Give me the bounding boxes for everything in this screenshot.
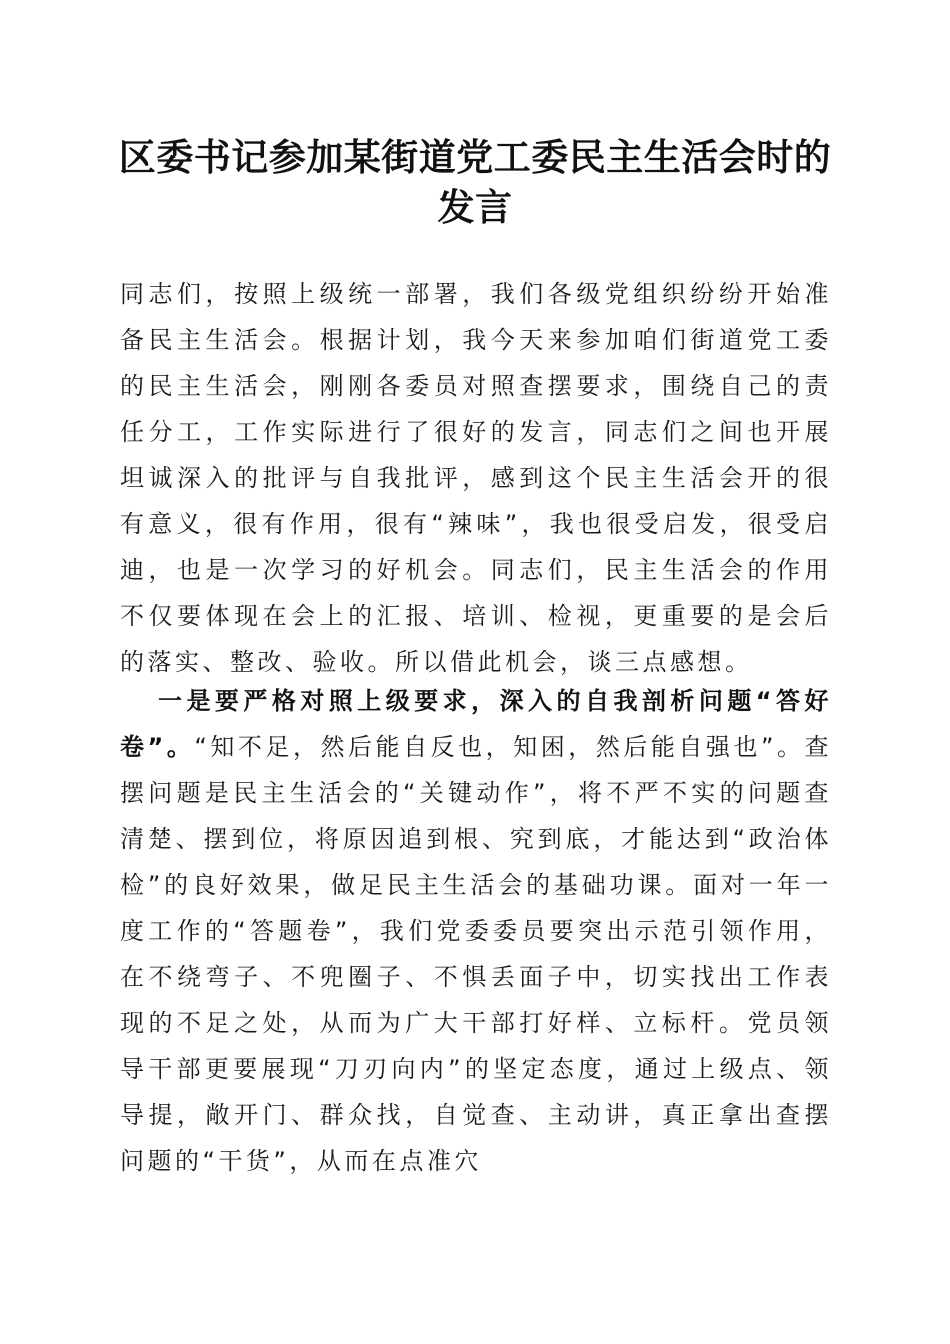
paragraph-point-one-lead: 一是要严格对照上级要求，深入的自我剖析问题“答好卷”。 — [120, 687, 832, 761]
paragraph-point-one-text: “知不足，然后能自反也，知困，然后能自强也”。查摆问题是民主生活会的“关键动作”，将不严不实的问题查清楚、摆到位，将原因追到根、究到底，才能达到“政治体检”的良好效果，做足民主生活会的基础功课。面对一年一度工作的“答题卷”，我们党委委员要突出示范引领作用，在不绕弯子、不兜圈子、不惧丢面子中，切实找出工作表现的不足之处，从而为广大干部打好样、立标杆。党员领导干部更要展现“刀刃向内”的坚定态度，通过上级点、领导提，敞开门、群众找，自觉查、主动讲，真正拿出查摆问题的“干货”，从而在点准穴 — [120, 733, 832, 1175]
paragraph-intro-text: 同志们，按照上级统一部署，我们各级党组织纷纷开始准备民主生活会。根据计划，我今天来参加咱们街道党工委的民主生活会，刚刚各委员对照查摆要求，围绕自己的责任分工，工作实际进行了很好的发言，同志们之间也开展坦诚深入的批评与自我批评，感到这个民主生活会开的很有意义，很有作用，很有“辣味”，我也很受启发，很受启迪，也是一次学习的好机会。同志们，民主生活会的作用不仅要体现在会上的汇报、培训、检视，更重要的是会后的落实、整改、验收。所以借此机会，谈三点感想。 — [120, 280, 832, 676]
document-title: 区委书记参加某街道党工委民主生活会时的发言 — [118, 135, 832, 229]
paragraph-intro — [120, 271, 832, 685]
paragraph-point-one — [120, 678, 832, 1184]
